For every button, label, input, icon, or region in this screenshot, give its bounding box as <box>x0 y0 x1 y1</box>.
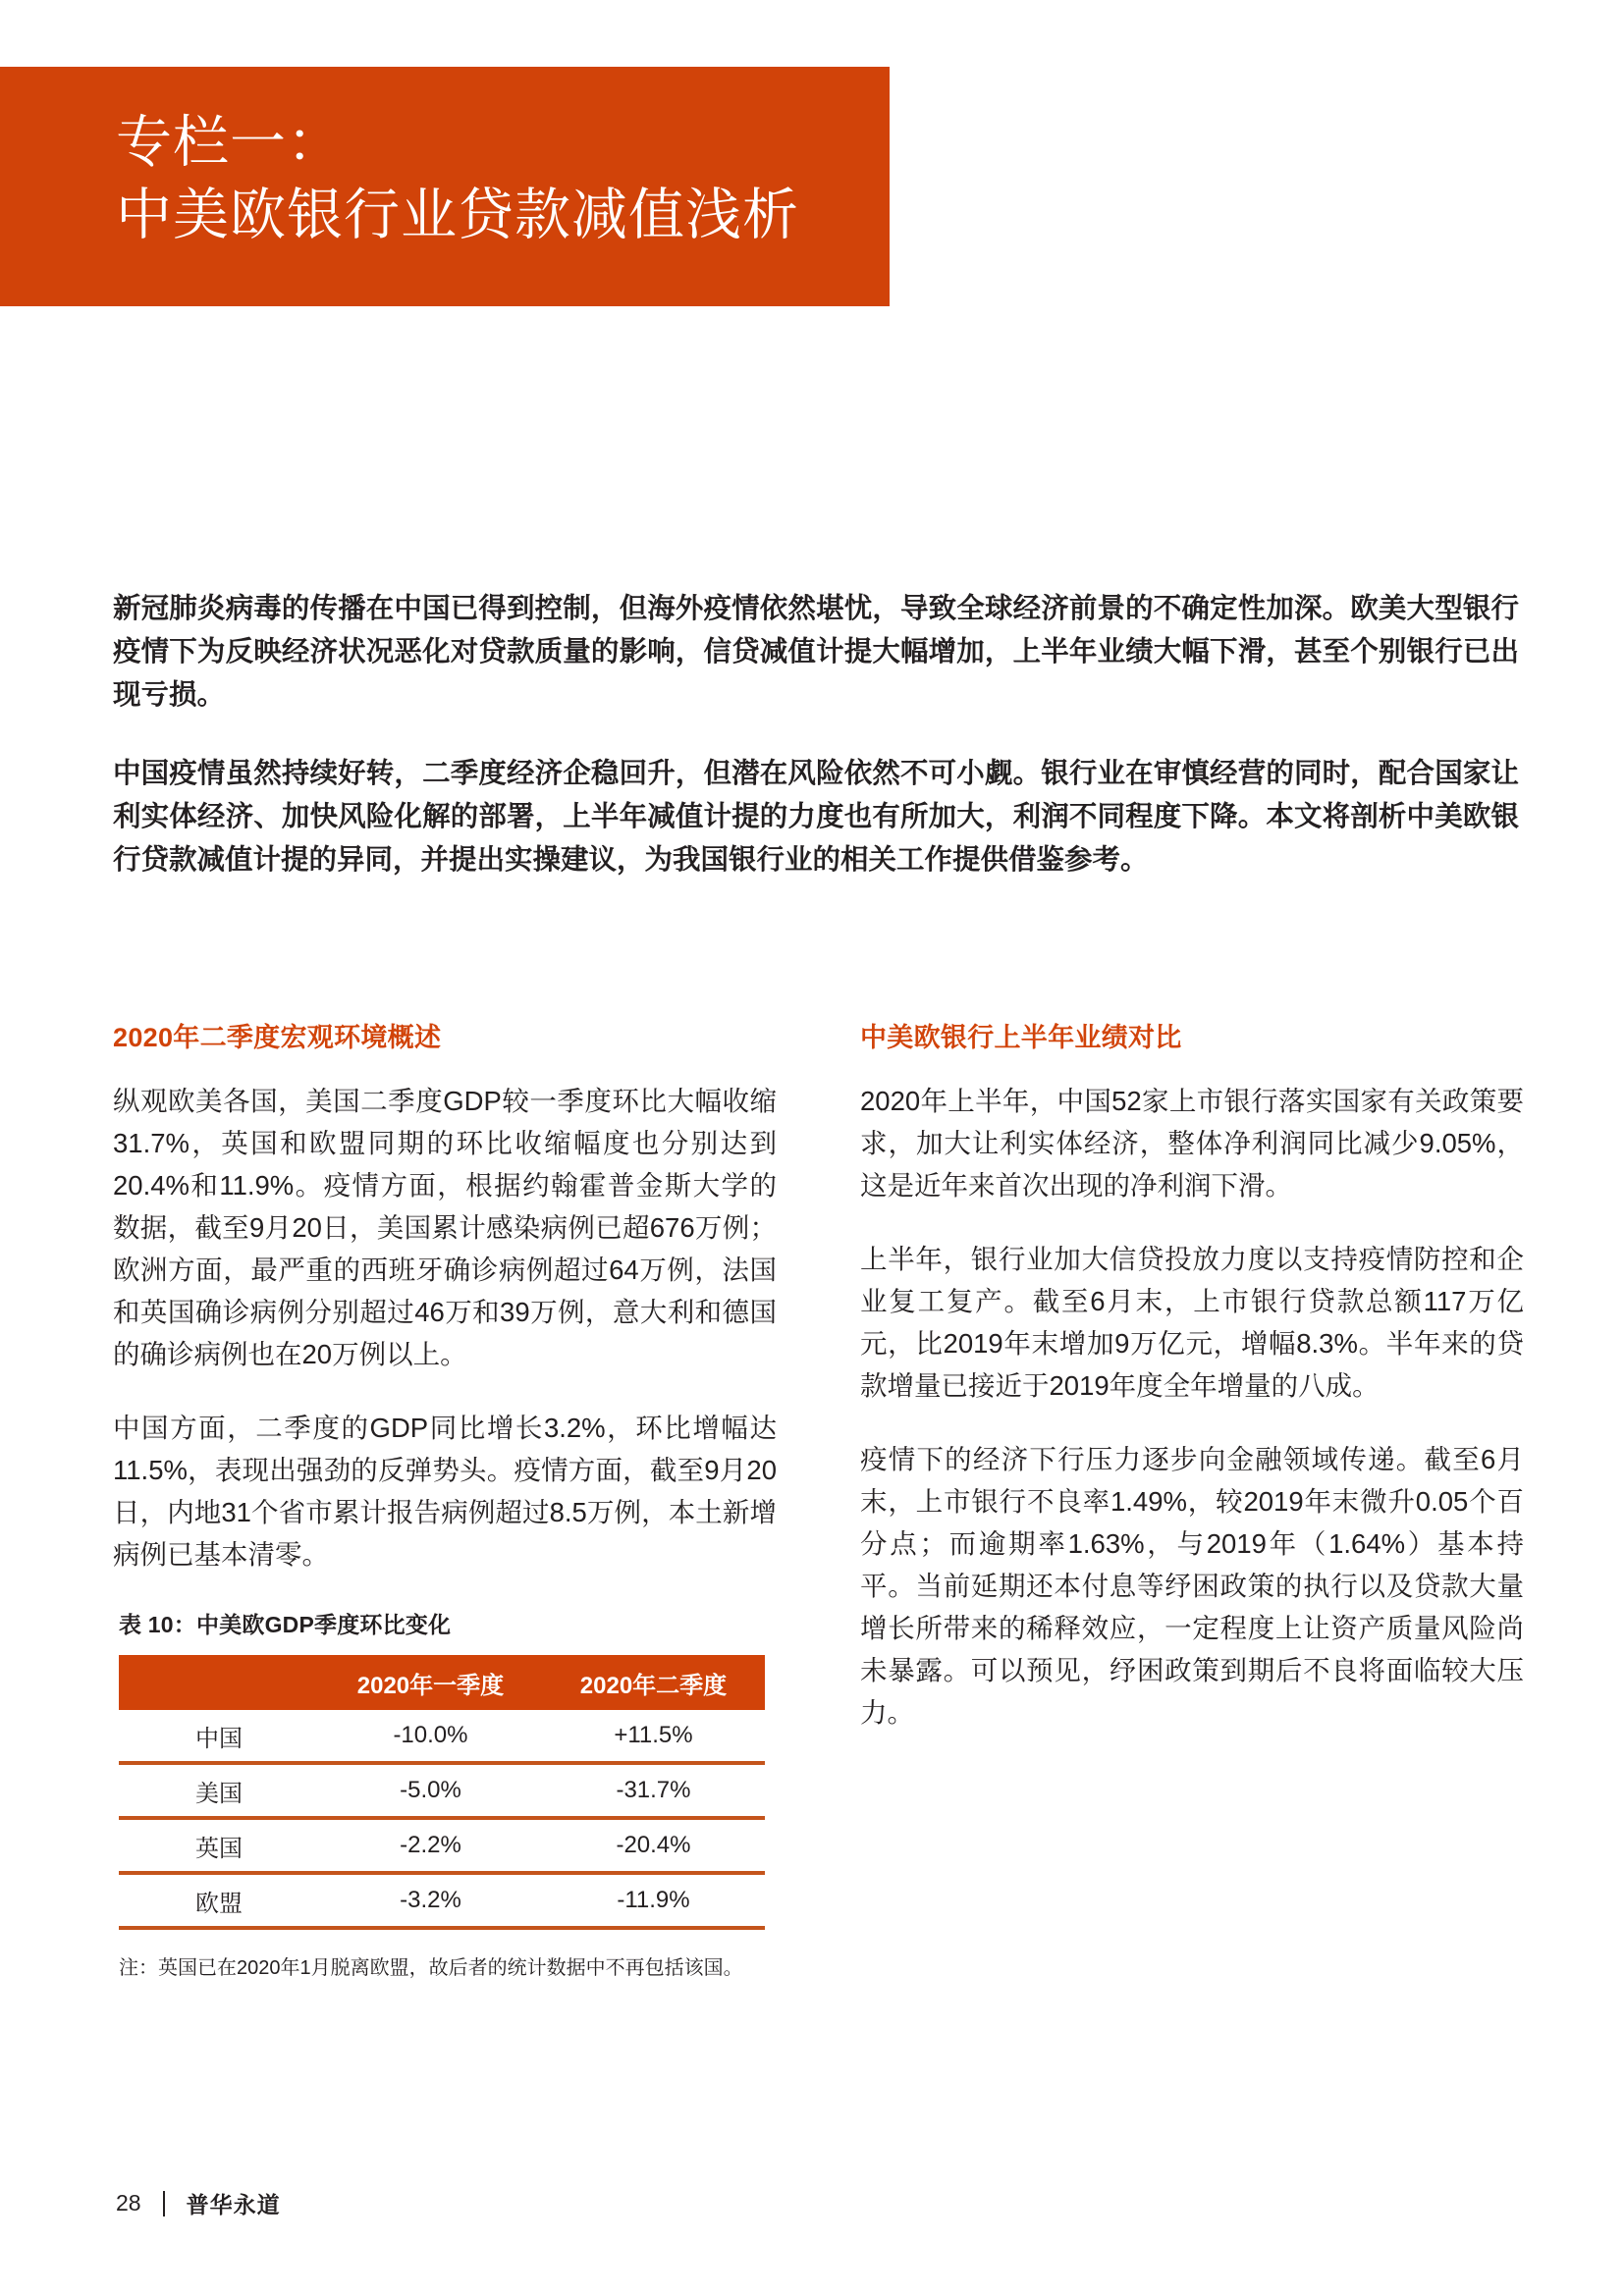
cell-q2: +11.5% <box>614 1722 693 1748</box>
page-number: 28 <box>116 2190 141 2216</box>
right-paragraph-3: 疫情下的经济下行压力逐步向金融领域传递。截至6月末，上市银行不良率1.49%，较2019年末微升0.05个百分点；而逾期率1.63%，与2019年（1.64%）基本持平。当前延期还本付息等纾困政策的执行以及贷款大量增长所带来的稀释效应，一定程度上让资产质量风险尚未暴露。可以预见，纾困政策到期后不良将面临较大压力。 <box>860 1444 1524 1728</box>
table-row <box>119 1873 765 1928</box>
cell-q1: -3.2% <box>400 1887 461 1913</box>
cell-region: 中国 <box>194 1725 243 1752</box>
left-paragraph-2: 中国方面，二季度的GDP同比增长3.2%，环比增幅达11.5%，表现出强劲的反弹势头。疫情方面，截至9月20日，内地31个省市累计报告病例超过8.5万例，本土新增病例已基本清零。 <box>113 1413 777 1570</box>
left-column <box>113 1021 777 1983</box>
table-header-q1: 2020年一季度 <box>319 1655 542 1710</box>
brand-name: 普华永道 <box>186 2192 281 2217</box>
page-title: 中美欧银行业贷款减值浅析 <box>116 184 799 246</box>
title-banner-text <box>116 106 872 251</box>
right-paragraph-1: 2020年上半年，中国52家上市银行落实国家有关政策要求，加大让利实体经济，整体净利润同比减少9.05%，这是近年来首次出现的净利润下滑。 <box>860 1086 1524 1201</box>
cell-region: 英国 <box>194 1835 243 1862</box>
table-note: 注：英国已在2020年1月脱离欧盟，故后者的统计数据中不再包括该国。 <box>119 1957 743 1979</box>
table-row <box>119 1710 765 1763</box>
cell-q2: -20.4% <box>616 1832 691 1858</box>
right-section-heading: 中美欧银行上半年业绩对比 <box>860 1023 1182 1052</box>
cell-q1: -5.0% <box>400 1777 461 1803</box>
table-header-row <box>119 1655 765 1710</box>
banner-eyebrow: 专栏一： <box>116 111 344 174</box>
cell-q2: -31.7% <box>616 1777 691 1803</box>
cell-q1: -10.0% <box>393 1722 468 1748</box>
right-paragraph-2: 上半年，银行业加大信贷投放力度以支持疫情防控和企业复工复产。截至6月末，上市银行贷款总额117万亿元，比2019年末增加9万亿元，增幅8.3%。半年来的贷款增量已接近于2019年度全年增量的八成。 <box>860 1244 1524 1401</box>
table-header-region <box>119 1655 319 1710</box>
left-paragraph-1: 纵观欧美各国，美国二季度GDP较一季度环比大幅收缩31.7%，英国和欧盟同期的环比收缩幅度也分别达到20.4%和11.9%。疫情方面，根据约翰霍普金斯大学的数据，截至9月20日，美国累计感染病例已超676万例；欧洲方面，最严重的西班牙确诊病例超过64万例，法国和英国确诊病例分别超过46万和39万例，意大利和德国的确诊病例也在20万例以上。 <box>113 1086 777 1369</box>
gdp-table-wrapper <box>113 1607 777 1983</box>
footer-divider <box>163 2191 165 2216</box>
table-header-q2: 2020年二季度 <box>542 1655 765 1710</box>
intro-paragraph-1: 新冠肺炎病毒的传播在中国已得到控制，但海外疫情依然堪忧，导致全球经济前景的不确定性加深。欧美大型银行疫情下为反映经济状况恶化对贷款质量的影响，信贷减值计提大幅增加，上半年业绩大幅下滑，甚至个别银行已出现亏损。 <box>113 593 1519 711</box>
table-row <box>119 1818 765 1873</box>
cell-q1: -2.2% <box>400 1832 461 1858</box>
intro-paragraph-2: 中国疫情虽然持续好转，二季度经济企稳回升，但潜在风险依然不可小觑。银行业在审慎经营的同时，配合国家让利实体经济、加快风险化解的部署，上半年减值计提的力度也有所加大，利润不同程度下降。本文将剖析中美欧银行贷款减值计提的异同，并提出实操建议，为我国银行业的相关工作提供借鉴参考。 <box>113 758 1519 876</box>
left-section-heading: 2020年二季度宏观环境概述 <box>113 1023 442 1052</box>
cell-region: 欧盟 <box>194 1890 243 1917</box>
page-footer <box>116 2187 281 2219</box>
title-banner <box>0 67 890 306</box>
body-columns <box>113 1021 1524 2110</box>
right-column <box>860 1021 1524 1734</box>
cell-q2: -11.9% <box>617 1887 690 1913</box>
table-row <box>119 1763 765 1818</box>
gdp-table <box>119 1655 765 1930</box>
cell-region: 美国 <box>194 1780 243 1807</box>
intro-section <box>113 587 1519 881</box>
table-caption: 表 10：中美欧GDP季度环比变化 <box>119 1612 452 1637</box>
